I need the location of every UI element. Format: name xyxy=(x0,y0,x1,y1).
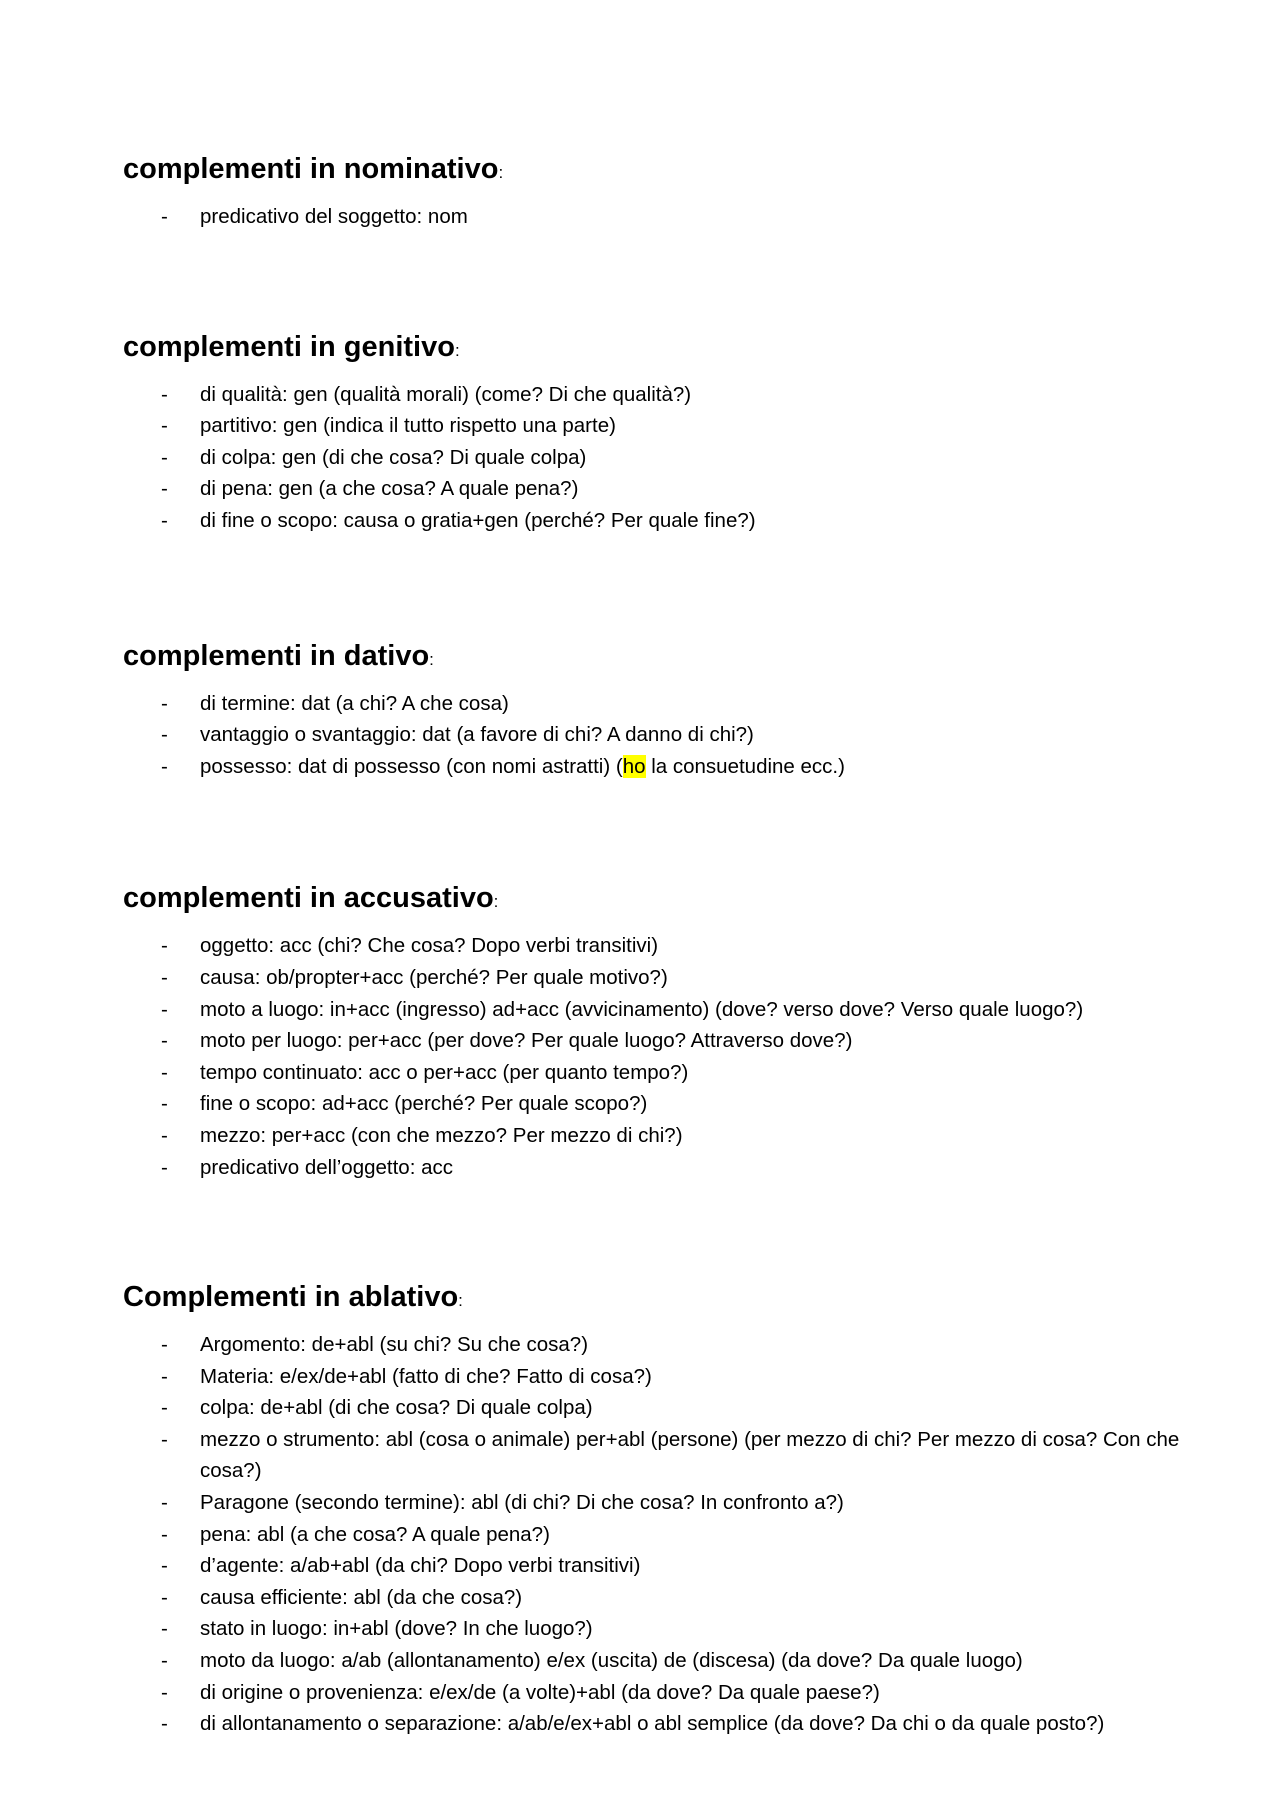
item-text: partitivo: gen (indica il tutto rispetto una parte) xyxy=(200,414,616,438)
list-item xyxy=(123,1057,1193,1089)
item-text: di termine: dat (a chi? A che cosa) xyxy=(200,691,509,715)
list-item xyxy=(123,505,1193,537)
list-item xyxy=(123,201,1193,233)
bullet-dash: - xyxy=(161,1364,168,1388)
bullet-dash: - xyxy=(161,508,168,532)
document-page xyxy=(123,152,1193,1740)
bullet-dash: - xyxy=(161,965,168,989)
item-text: predicativo del soggetto: nom xyxy=(200,205,468,228)
item-text: stato in luogo: in+abl (dove? In che luogo?) xyxy=(200,1617,593,1641)
section-heading xyxy=(123,639,1193,673)
section-title: complementi in accusativo xyxy=(123,882,494,915)
item-text: di origine o provenienza: e/ex/de (a volte)+abl (da dove? Da quale paese?) xyxy=(200,1680,880,1704)
bullet-dash: - xyxy=(161,1554,168,1578)
bullet-dash: - xyxy=(161,1333,168,1357)
section-title: complementi in nominativo xyxy=(123,153,499,185)
bullet-dash: - xyxy=(161,1029,168,1053)
heading-colon: : xyxy=(498,163,504,182)
item-text: di pena: gen (a che cosa? A quale pena?) xyxy=(200,477,579,501)
list-item xyxy=(123,962,1193,994)
bullet-dash: - xyxy=(161,1427,168,1451)
list-item xyxy=(123,719,1193,751)
item-list xyxy=(123,930,1193,1183)
item-text: Argomento: de+abl (su chi? Su che cosa?) xyxy=(200,1333,589,1357)
section-genitivo xyxy=(123,330,1193,537)
section-title: Complementi in ablativo xyxy=(123,1281,459,1314)
list-item xyxy=(123,1519,1193,1551)
item-list xyxy=(123,379,1193,537)
item-text: mezzo: per+acc (con che mezzo? Per mezzo di chi?) xyxy=(200,1123,683,1147)
item-text: di qualità: gen (qualità morali) (come? Di che qualità?) xyxy=(200,382,692,406)
list-item xyxy=(123,1550,1193,1582)
item-text: tempo continuato: acc o per+acc (per quanto tempo?) xyxy=(200,1060,689,1084)
section-title: complementi in genitivo xyxy=(123,330,455,363)
item-text: oggetto: acc (chi? Che cosa? Dopo verbi transitivi) xyxy=(200,934,659,958)
bullet-dash: - xyxy=(161,445,168,469)
bullet-dash: - xyxy=(161,205,168,228)
heading-colon: : xyxy=(429,649,434,669)
section-accusativo xyxy=(123,881,1193,1183)
list-item xyxy=(123,1152,1193,1184)
item-text: moto da luogo: a/ab (allontanamento) e/ex (uscita) de (discesa) (da dove? Da quale luogo) xyxy=(200,1649,1023,1673)
section-nominativo xyxy=(123,152,1193,233)
list-item xyxy=(123,473,1193,505)
bullet-dash: - xyxy=(161,1712,168,1736)
item-text: pena: abl (a che cosa? A quale pena?) xyxy=(200,1522,550,1546)
bullet-dash: - xyxy=(161,934,168,958)
item-text: predicativo dell’oggetto: acc xyxy=(200,1155,453,1179)
item-text-after: la consuetudine ecc.) xyxy=(645,754,845,778)
list-item xyxy=(123,1392,1193,1424)
item-text: Paragone (secondo termine): abl (di chi? Di che cosa? In confronto a?) xyxy=(200,1491,844,1515)
list-item xyxy=(123,1088,1193,1120)
bullet-dash: - xyxy=(161,1092,168,1116)
bullet-dash: - xyxy=(161,723,168,747)
section-ablativo xyxy=(123,1280,1193,1740)
item-list xyxy=(123,1329,1193,1740)
list-item xyxy=(123,1329,1193,1361)
section-heading xyxy=(123,1280,1193,1314)
list-item xyxy=(123,1613,1193,1645)
bullet-dash: - xyxy=(161,1060,168,1084)
list-item xyxy=(123,1025,1193,1057)
item-text: causa efficiente: abl (da che cosa?) xyxy=(200,1585,523,1609)
bullet-dash: - xyxy=(161,414,168,438)
list-item xyxy=(123,1424,1193,1487)
list-item xyxy=(123,1582,1193,1614)
list-item xyxy=(123,1487,1193,1519)
heading-colon: : xyxy=(493,892,499,912)
bullet-dash: - xyxy=(161,1680,168,1704)
item-text: fine o scopo: ad+acc (perché? Per quale scopo?) xyxy=(200,1092,648,1116)
bullet-dash: - xyxy=(161,1585,168,1609)
highlighted-text: ho xyxy=(622,754,646,778)
item-list xyxy=(123,201,1193,233)
list-item xyxy=(123,930,1193,962)
list-item xyxy=(123,994,1193,1026)
list-item xyxy=(123,1645,1193,1677)
item-text: mezzo o strumento: abl (cosa o animale) per+abl (persone) (per mezzo di chi? Per mezzo di cosa? Con che cosa?) xyxy=(200,1427,1186,1483)
section-heading xyxy=(123,881,1193,915)
bullet-dash: - xyxy=(161,477,168,501)
list-item xyxy=(123,751,1193,783)
item-text: causa: ob/propter+acc (perché? Per quale motivo?) xyxy=(200,965,668,989)
item-text: moto per luogo: per+acc (per dove? Per quale luogo? Attraverso dove?) xyxy=(200,1029,853,1053)
section-heading xyxy=(123,152,1193,186)
heading-colon: : xyxy=(454,340,460,360)
item-text: di fine o scopo: causa o gratia+gen (perché? Per quale fine?) xyxy=(200,508,756,532)
bullet-dash: - xyxy=(161,1649,168,1673)
bullet-dash: - xyxy=(161,1155,168,1179)
bullet-dash: - xyxy=(161,754,168,778)
bullet-dash: - xyxy=(161,1123,168,1147)
bullet-dash: - xyxy=(161,382,168,406)
item-text: d’agente: a/ab+abl (da chi? Dopo verbi transitivi) xyxy=(200,1554,641,1578)
section-dativo xyxy=(123,639,1193,783)
bullet-dash: - xyxy=(161,1491,168,1515)
item-text: vantaggio o svantaggio: dat (a favore di chi? A danno di chi?) xyxy=(200,723,754,747)
bullet-dash: - xyxy=(161,1522,168,1546)
item-text: di allontanamento o separazione: a/ab/e/ex+abl o abl semplice (da dove? Da chi o da quale posto?) xyxy=(200,1712,1105,1736)
bullet-dash: - xyxy=(161,691,168,715)
item-list xyxy=(123,688,1193,783)
list-item xyxy=(123,1677,1193,1709)
list-item xyxy=(123,442,1193,474)
section-heading xyxy=(123,330,1193,364)
item-text: colpa: de+abl (di che cosa? Di quale colpa) xyxy=(200,1396,593,1420)
item-text: di colpa: gen (di che cosa? Di quale colpa) xyxy=(200,445,587,469)
item-text: Materia: e/ex/de+abl (fatto di che? Fatto di cosa?) xyxy=(200,1364,652,1388)
bullet-dash: - xyxy=(161,997,168,1021)
list-item xyxy=(123,1120,1193,1152)
item-text-before: possesso: dat di possesso (con nomi astratti) ( xyxy=(200,754,623,778)
section-title: complementi in dativo xyxy=(123,639,430,672)
list-item xyxy=(123,379,1193,411)
bullet-dash: - xyxy=(161,1396,168,1420)
bullet-dash: - xyxy=(161,1617,168,1641)
list-item xyxy=(123,410,1193,442)
item-text: moto a luogo: in+acc (ingresso) ad+acc (avvicinamento) (dove? verso dove? Verso quale luogo?) xyxy=(200,997,1084,1021)
list-item xyxy=(123,1361,1193,1393)
list-item xyxy=(123,1708,1193,1740)
list-item xyxy=(123,688,1193,720)
heading-colon: : xyxy=(458,1291,463,1311)
